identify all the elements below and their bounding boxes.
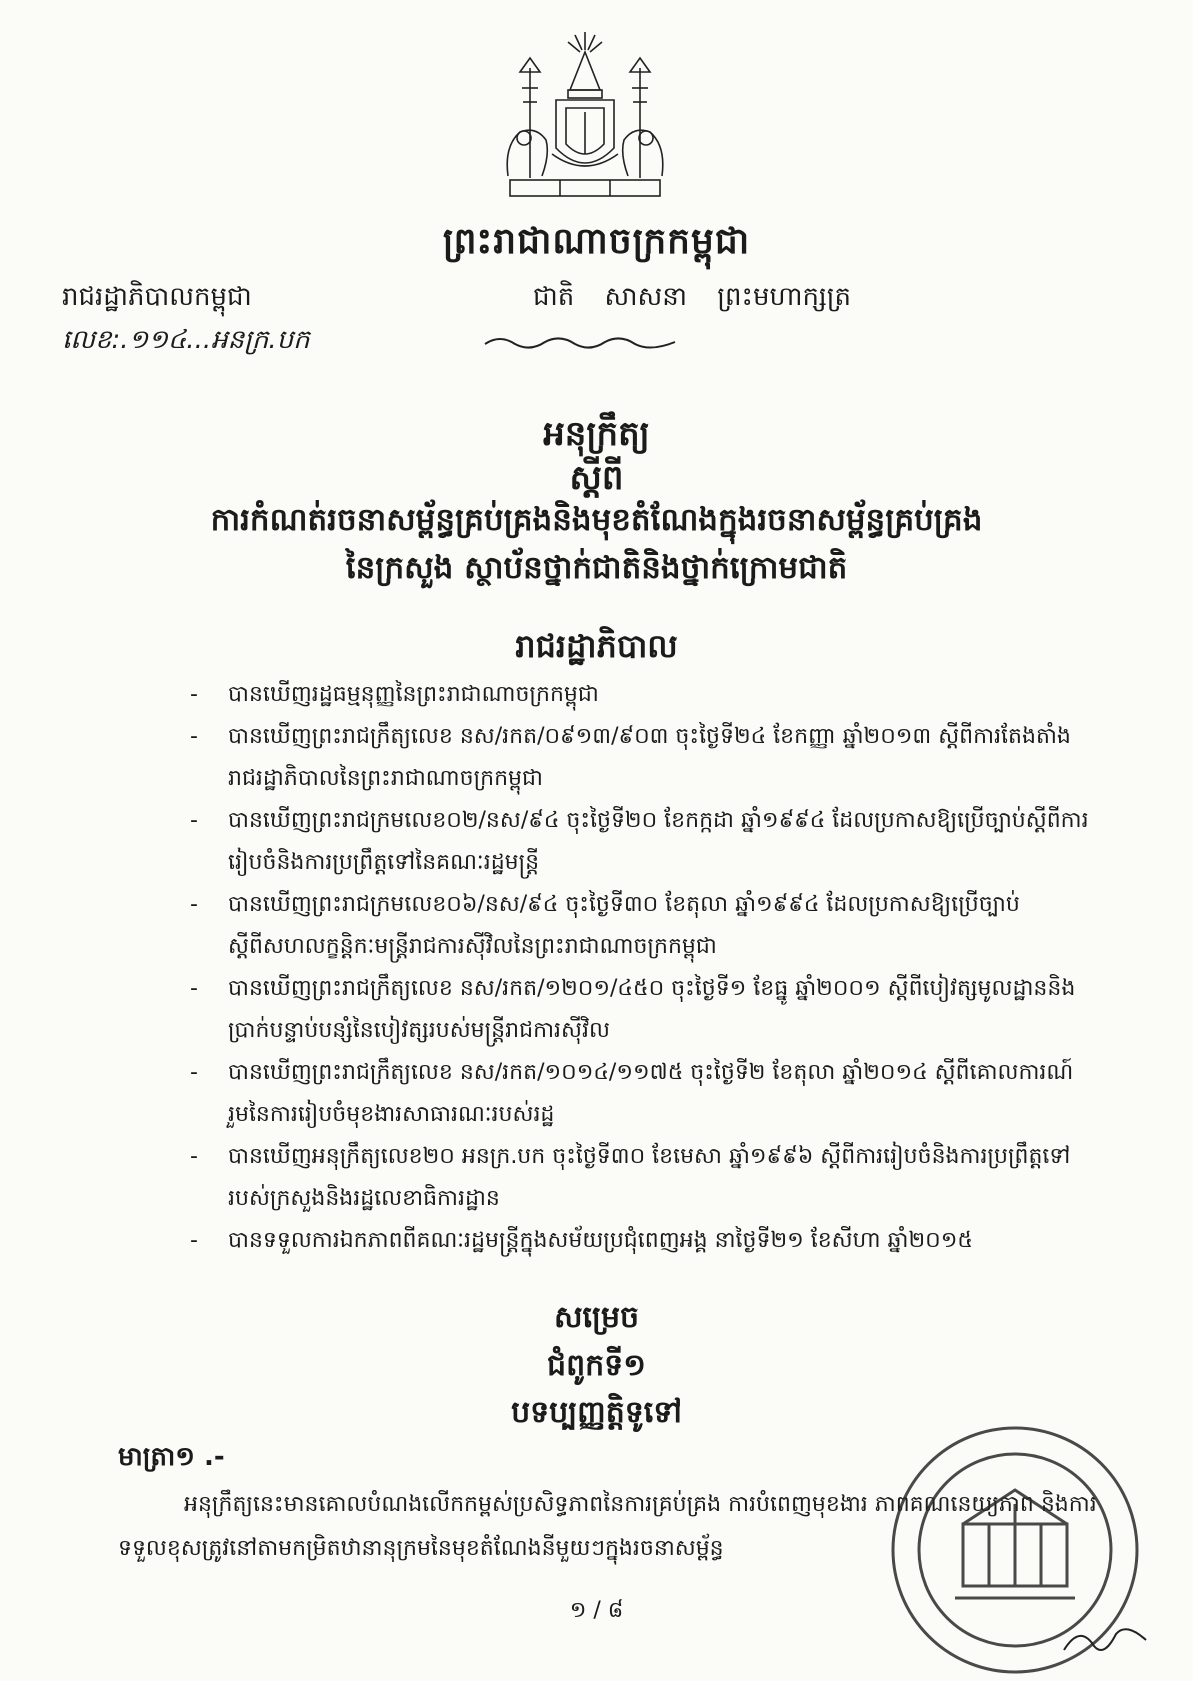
chapter-title: បទប្បញ្ញត្តិទូទៅ — [511, 1395, 682, 1430]
signature-mark — [1060, 1620, 1150, 1660]
preamble-item: - បានឃើញព្រះរាជក្រឹត្យលេខ នស/រកត/០៩១៣/៩០៣ ចុះថ្ងៃទី២៤ ខែកញ្ញា ឆ្នាំ២០១៣ ស្តីពីការតែងតាំងរាជរដ្ឋាភិបាលនៃព្រះរាជាណាចក្រកម្ពុជា — [190, 724, 1071, 791]
preamble-item: - បានឃើញព្រះរាជក្រមលេខ០៦/នស/៩៤ ចុះថ្ងៃទី៣០ ខែតុលា ឆ្នាំ១៩៩៤ ដែលប្រកាសឱ្យប្រើច្បាប់ស្តីពីសហលក្ខន្តិកៈមន្ត្រីរាជការស៊ីវិលនៃព្រះរាជាណាចក្រកម្ពុជា — [190, 892, 1020, 959]
about-label: ស្តីពី — [569, 458, 624, 498]
preamble-text: បានឃើញព្រះរាជក្រឹត្យលេខ នស/រកត/១០១៤/១១៧៥ ចុះថ្ងៃទី២ ខែតុលា ឆ្នាំ២០១៤ ស្តីពីគោលការណ៍រួមនៃការរៀបចំមុខងារសាធារណៈរបស់រដ្ឋ — [228, 1060, 1074, 1127]
national-motto: ជាតិ សាសនា ព្រះមហាក្សត្រ — [533, 282, 851, 312]
article-paragraph: អនុក្រឹត្យនេះមានគោលបំណងលើកកម្ពស់ប្រសិទ្ធភាពនៃការគ្រប់គ្រង ការបំពេញមុខងារ ភាពគណនេយ្យភាព និងការទទួលខុសត្រូវនៅតាមកម្រិតឋានានុក្រមនៃមុខតំណែងនីមួយៗក្នុងរចនាសម្ព័ន្ធ — [118, 1492, 1097, 1561]
title-line-2: នៃក្រសួង ស្ថាប័នថ្នាក់ជាតិនិងថ្នាក់ក្រោមជាតិ — [345, 550, 848, 586]
preamble-text: បានឃើញព្រះរាជក្រមលេខ០២/នស/៩៤ ចុះថ្ងៃទី២០ ខែកក្កដា ឆ្នាំ១៩៩៤ ដែលប្រកាសឱ្យប្រើច្បាប់ស្តីពីការរៀបចំនិងការប្រព្រឹត្តទៅនៃគណៈរដ្ឋមន្ត្រី — [228, 808, 1089, 875]
article-heading: មាត្រា១ .- — [118, 1442, 225, 1472]
preamble-item: - បានឃើញព្រះរាជក្រឹត្យលេខ នស/រកត/១២០១/៤៥០ ចុះថ្ងៃទី១ ខែធ្នូ ឆ្នាំ២០០១ ស្តីពីបៀវត្សមូលដ្ឋាននិងប្រាក់បន្ទាប់បន្សំនៃបៀវត្សរបស់មន្ត្រីរាជការស៊ីវិល — [190, 976, 1076, 1043]
preamble-text: បានឃើញព្រះរាជក្រឹត្យលេខ នស/រកត/១២០១/៤៥០ ចុះថ្ងៃទី១ ខែធ្នូ ឆ្នាំ២០០១ ស្តីពីបៀវត្សមូលដ្ឋាននិងប្រាក់បន្ទាប់បន្សំនៃបៀវត្សរបស់មន្ត្រីរាជការស៊ីវិល — [228, 976, 1076, 1043]
preamble-item: - បានឃើញព្រះរាជក្រឹត្យលេខ នស/រកត/១០១៤/១១៧៥ ចុះថ្ងៃទី២ ខែតុលា ឆ្នាំ២០១៤ ស្តីពីគោលការណ៍រួមនៃការរៀបចំមុខងារសាធារណៈរបស់រដ្ឋ — [190, 1060, 1074, 1127]
preamble-item: - បានឃើញអនុក្រឹត្យលេខ២០ អនក្រ.បក ចុះថ្ងៃទី៣០ ខែមេសា ឆ្នាំ១៩៩៦ ស្តីពីការរៀបចំនិងការប្រព្រឹត្តទៅរបស់ក្រសួងនិងរដ្ឋលេខាធិការដ្ឋាន — [190, 1144, 1071, 1211]
preamble-list — [190, 674, 1090, 1262]
kingdom-heading: ព្រះរាជាណាចក្រកម្ពុជា — [442, 220, 751, 262]
royal-coat-of-arms-emblem — [490, 28, 680, 208]
decision-heading: សម្រេច — [553, 1300, 640, 1335]
preamble-text: បានឃើញរដ្ឋធម្មនុញ្ញនៃព្រះរាជាណាចក្រកម្ពុជា — [228, 682, 599, 707]
government-heading: រាជរដ្ឋាភិបាល — [515, 627, 678, 665]
chapter-heading: ជំពូកទី១ — [547, 1348, 646, 1383]
preamble-item: - បានឃើញរដ្ឋធម្មនុញ្ញនៃព្រះរាជាណាចក្រកម្ពុជា — [190, 682, 599, 707]
document-type: អនុក្រឹត្យ — [543, 414, 650, 454]
title-line-1: ការកំណត់រចនាសម្ព័ន្ធគ្រប់គ្រងនិងមុខតំណែងក្នុងរចនាសម្ព័ន្ធគ្រប់គ្រង — [210, 502, 983, 538]
document-number: លេខ:.១១៤...អនក្រ.បក — [62, 325, 310, 355]
government-name: រាជរដ្ឋាភិបាលកម្ពុជា — [62, 282, 252, 312]
preamble-item: - បានឃើញព្រះរាជក្រមលេខ០២/នស/៩៤ ចុះថ្ងៃទី២០ ខែកក្កដា ឆ្នាំ១៩៩៤ ដែលប្រកាសឱ្យប្រើច្បាប់ស្តីពីការរៀបចំនិងការប្រព្រឹត្តទៅនៃគណៈរដ្ឋមន្ត្រី — [190, 808, 1089, 875]
preamble-item: - បានទទួលការឯកភាពពីគណៈរដ្ឋមន្ត្រីក្នុងសម័យប្រជុំពេញអង្គ នាថ្ងៃទី២១ ខែសីហា ឆ្នាំ២០១៥ — [190, 1228, 973, 1253]
preamble-text: បានឃើញអនុក្រឹត្យលេខ២០ អនក្រ.បក ចុះថ្ងៃទី៣០ ខែមេសា ឆ្នាំ១៩៩៦ ស្តីពីការរៀបចំនិងការប្រព្រឹត្តទៅរបស់ក្រសួងនិងរដ្ឋលេខាធិការដ្ឋាន — [228, 1144, 1071, 1211]
preamble-text: បានទទួលការឯកភាពពីគណៈរដ្ឋមន្ត្រីក្នុងសម័យប្រជុំពេញអង្គ នាថ្ងៃទី២១ ខែសីហា ឆ្នាំ២០១៥ — [228, 1228, 973, 1253]
ornament-divider — [480, 330, 680, 354]
page-number: ១ / ៨ — [569, 1598, 624, 1623]
preamble-text: បានឃើញព្រះរាជក្រមលេខ០៦/នស/៩៤ ចុះថ្ងៃទី៣០ ខែតុលា ឆ្នាំ១៩៩៤ ដែលប្រកាសឱ្យប្រើច្បាប់ស្តីពីសហលក្ខន្តិកៈមន្ត្រីរាជការស៊ីវិលនៃព្រះរាជាណាចក្រកម្ពុជា — [228, 892, 1020, 959]
preamble-text: បានឃើញព្រះរាជក្រឹត្យលេខ នស/រកត/០៩១៣/៩០៣ ចុះថ្ងៃទី២៤ ខែកញ្ញា ឆ្នាំ២០១៣ ស្តីពីការតែងតាំងរាជរដ្ឋាភិបាលនៃព្រះរាជាណាចក្រកម្ពុជា — [228, 724, 1071, 791]
